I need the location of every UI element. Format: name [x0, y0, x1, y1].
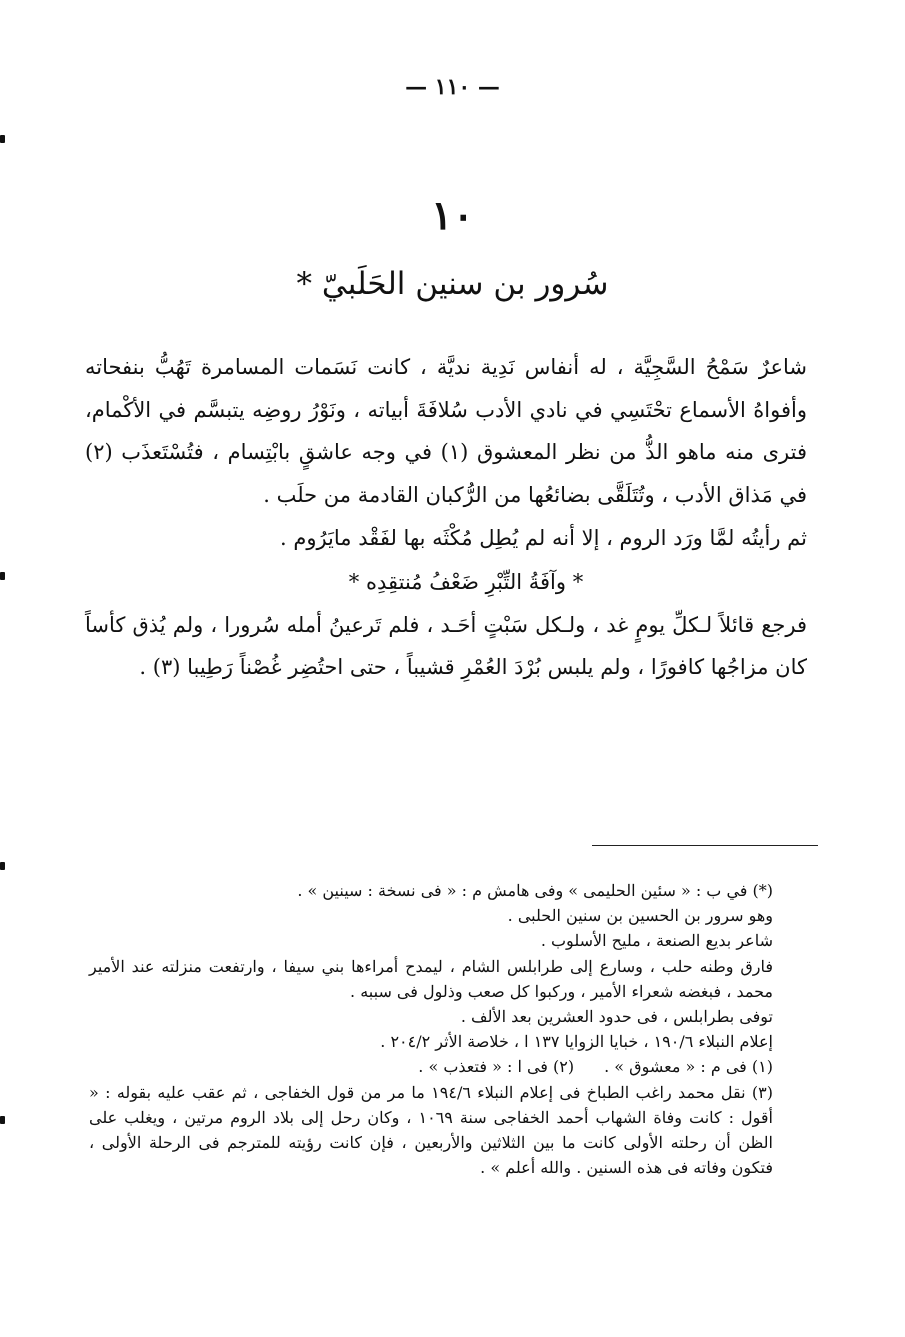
footnote-star-line-5: توفى بطرابلس ، فى حدود العشرين بعد الألف . [460, 1007, 773, 1027]
footnote-star-line-6: إعلام النبلاء ١٩٠/٦ ، خبايا الزوايا ١٣٧ ا ، خلاصة الأثر ٢٠٤/٢ . [380, 1032, 773, 1052]
footnote-divider [592, 845, 818, 846]
footnote-3: (٣) نقل محمد راغب الطباخ فى إعلام النبلاء ١٩٤/٦ ما مر من قول الخفاجى ، ثم عقب عليه بقوله : « أقول : كانت وفاة الشهاب أحمد الخفاجى سنة ١٠٦٩ ، وكان رحل إلى بلاد الروم مرتين ، ويغلب على الظن أن رحلته الأولى كانت ما بين الثلاثين والأربعين ، فإن كانت رؤيته للمترجم فى الرحلة الأولى ، فتكون وفاته فى هذه السنين . والله أعلم » . [89, 1082, 773, 1178]
body-paragraph-2: ثم رأيتُه لمَّا ورَد الروم ، إلا أنه لم يُطِل مُكْثَه بها لفَقْد مايَرُوم . [279, 526, 807, 550]
footnote-star-line-1: (*) في ب : « سئين الحليمى » وفى هامش م : « فى نسخة : سينين » . [297, 881, 773, 900]
footnote-star-line-4: فارق وطنه حلب ، وسارع إلى طرابلس الشام ، ليمدح أمراءها بني سيفا ، وارتفعت منزلته عند الأمير محمد ، فبغضه شعراء الأمير ، وركبوا كل صعب وذلول فى سببه . [89, 956, 773, 1001]
body-paragraph-1: شاعرٌ سَمْحُ السَّجِيَّة ، له أنفاس نَدِية نديَّة ، كانت نَسَمات المسامرة تَهُبُّ بنفحاته وأفواهُ الأسماع تحْتَسِي في نادي الأدب سُلافَةَ أبياته ، ونَوْرُ روضِه يتبسَّم في الأكْمام، فترى منه ماهو الذُّ من نظر المعشوق (١) في وجه عاشقٍ بابْتِسام ، فتُسْتَعذَب (٢) في مَذاق الأدب ، وتُتَلَقَّى بضائعُها من الرُّكبان القادمة من حلَب . [85, 355, 807, 507]
margin-mark [0, 862, 5, 870]
margin-mark [0, 135, 5, 143]
body-paragraph-3: فرجع قائلاً لـكلِّ يومٍ غد ، ولـكل سَبْتٍ أحَـد ، فلم تَرعينُ أمله سُرورا ، ولم يُذق كأساً كان مزاجُها كافورًا ، ولم يلبس بُرْدَ العُمْرِ قشيباً ، حتى احتُضِر غُصْناً رَطِيبا (٣) . [85, 612, 807, 679]
entry-number: ١٠ [431, 192, 474, 239]
footnote-row-1-2 [89, 1054, 809, 1079]
footnote-star-line-2: وهو سرور بن الحسين بن سنين الحلبى . [507, 906, 773, 926]
entry-body [85, 346, 807, 689]
verse-line: * وآفَةُ التِّبْرِ ضَعْفُ مُنتقِدِه * [348, 570, 584, 594]
footnote-1: (١) فى م : « معشوق » . [604, 1057, 773, 1077]
footnote-star-line-3: شاعر بديع الصنعة ، مليح الأسلوب . [540, 931, 773, 951]
margin-mark [0, 1116, 5, 1124]
page-number: — ١١٠ — [405, 74, 500, 100]
margin-mark [0, 572, 5, 580]
entry-title: سُرور بن سنين الحَلَبيّ * [296, 266, 609, 302]
footnote-2: (٢) فى ا : « فتعذب » . [418, 1057, 575, 1077]
footnotes [89, 878, 809, 1180]
